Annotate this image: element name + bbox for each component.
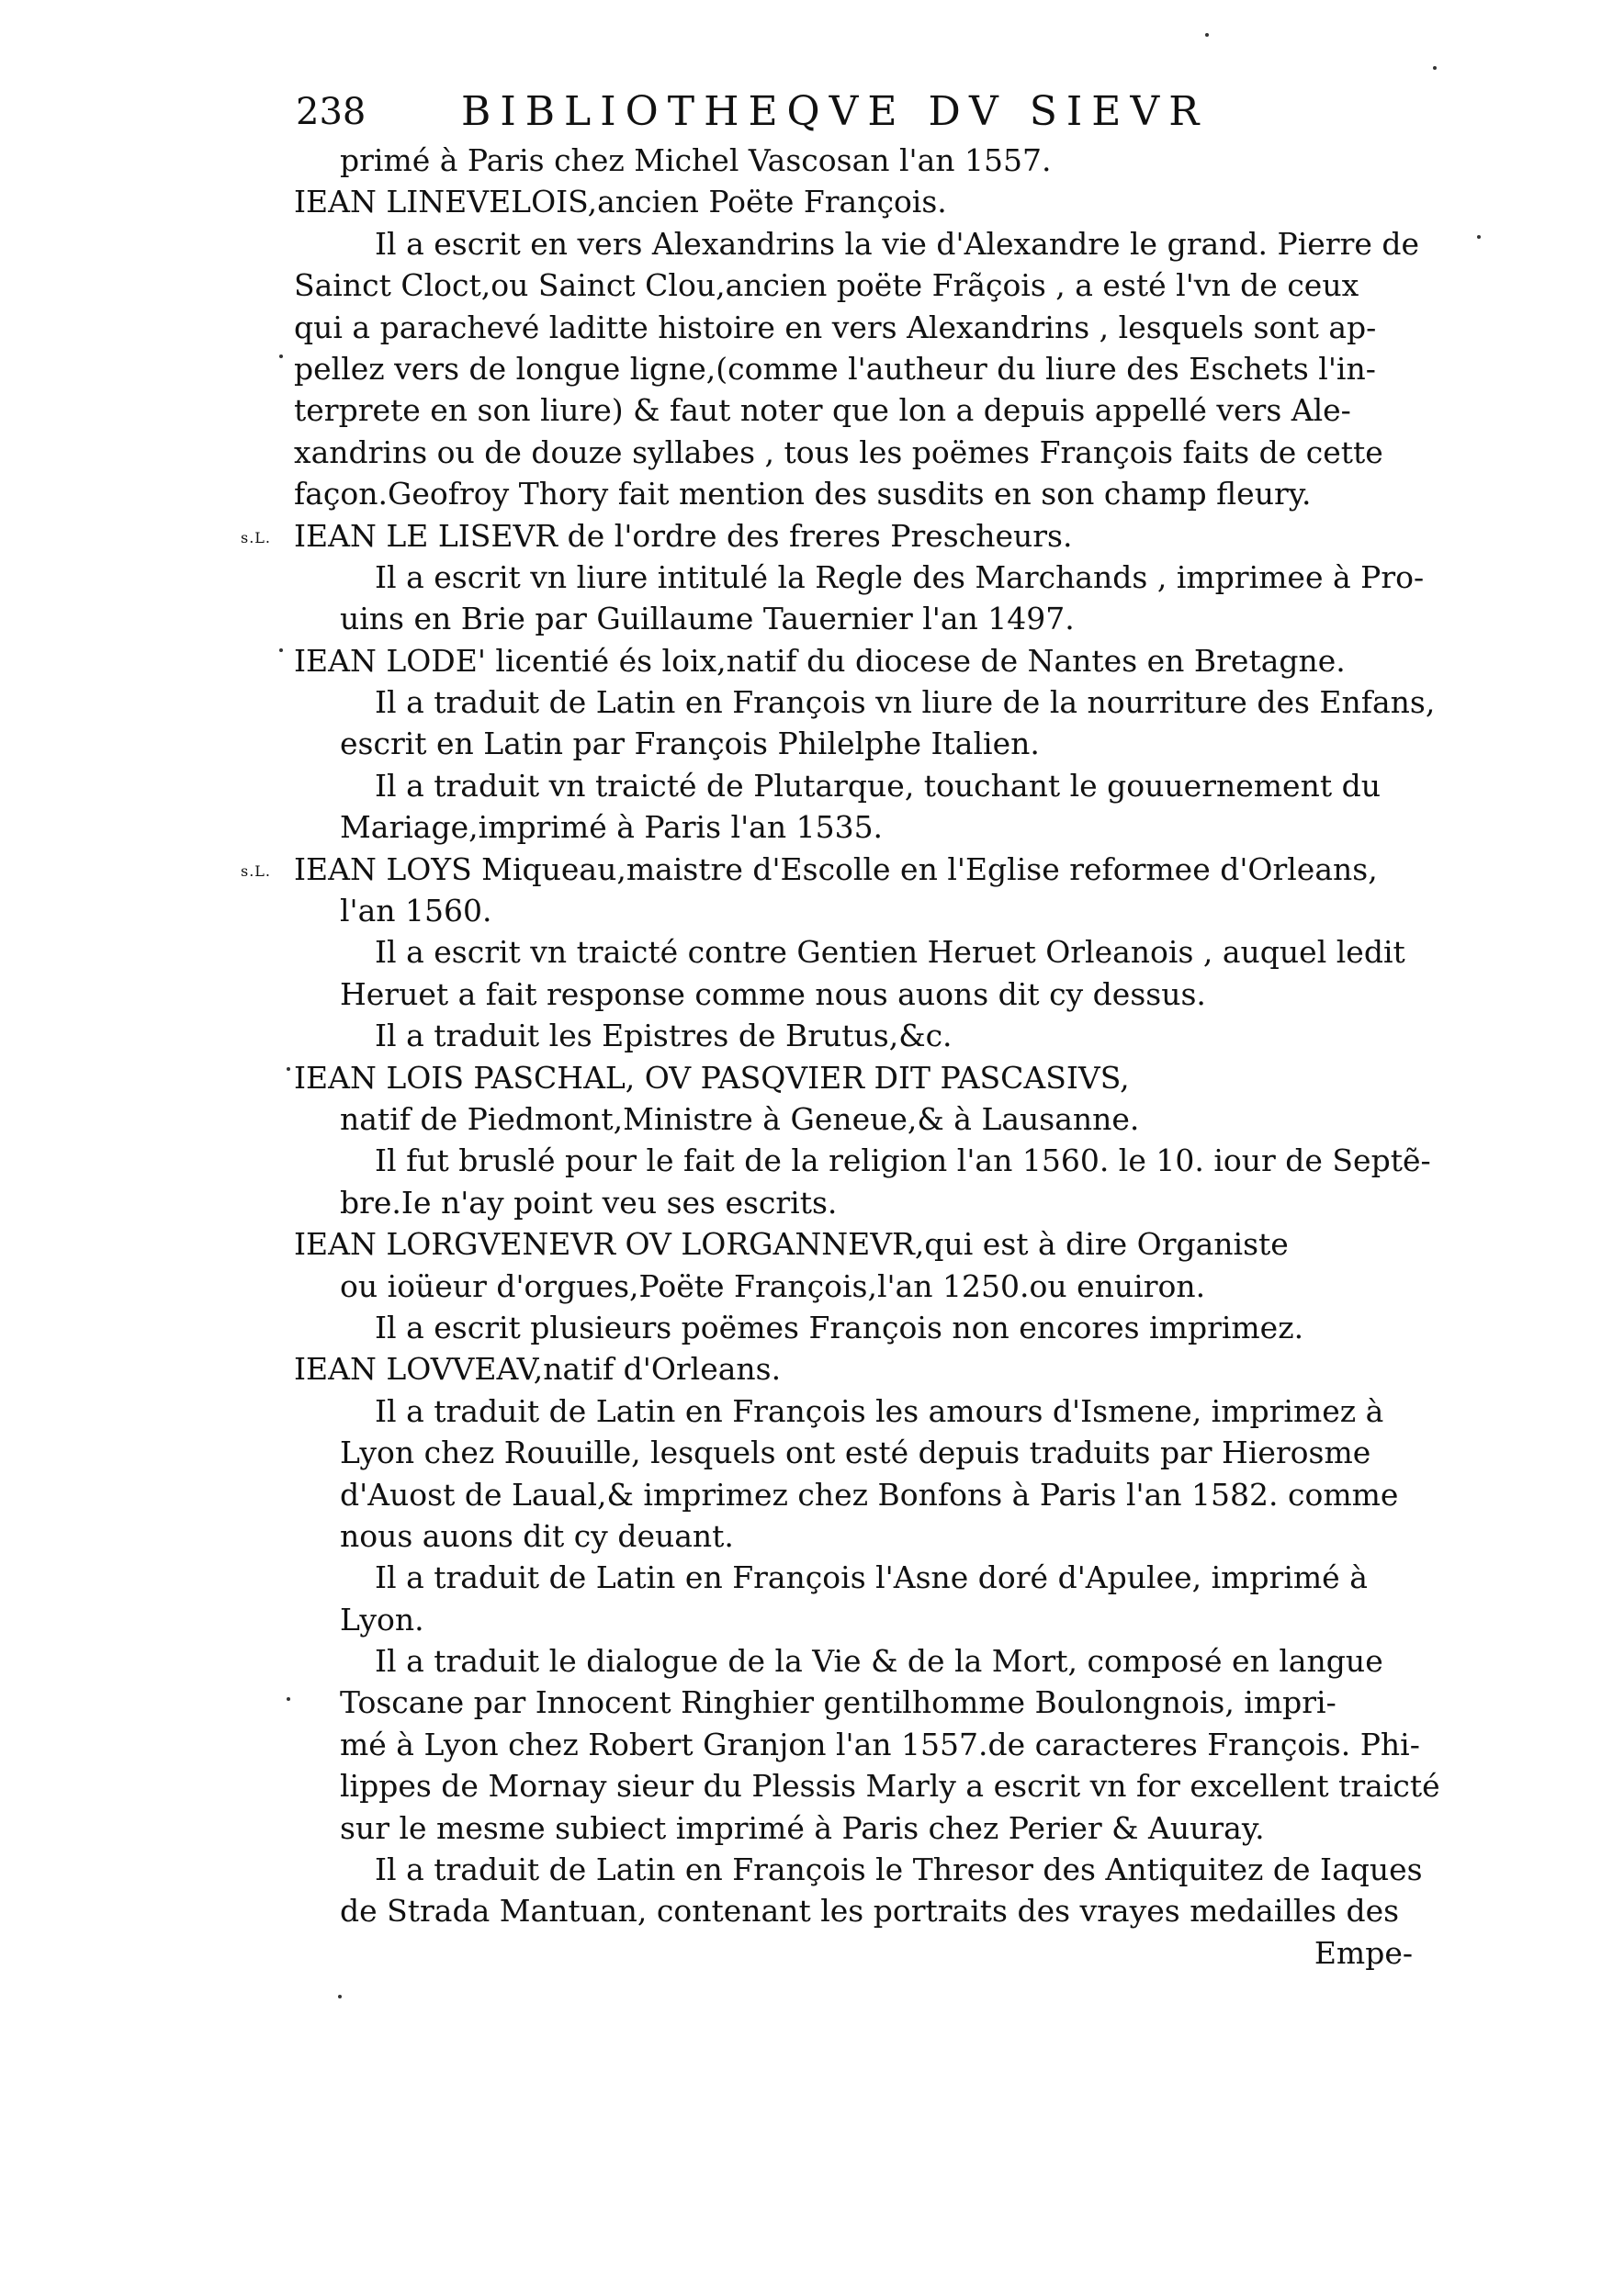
text-line: de Strada Mantuan, contenant les portraits des vrayes medailles des <box>340 1893 1400 1930</box>
text-line: Il a escrit vn traicté contre Gentien Heruet Orleanois , auquel ledit <box>375 934 1405 971</box>
text-line: Il a traduit de Latin en François vn liure de la nourriture des Enfans, <box>375 684 1436 721</box>
margin-note: s.L. <box>241 528 272 546</box>
text-line: Lyon chez Rouuille, lesquels ont esté depuis traduits par Hierosme <box>340 1435 1371 1471</box>
text-line: Sainct Cloct,ou Sainct Clou,ancien poëte Frãçois , a esté l'vn de ceux <box>294 267 1359 304</box>
catchword: Empe- <box>1314 1934 1413 1971</box>
catchword-row <box>294 1932 1442 1974</box>
text-line: Il a escrit vn liure intitulé la Regle des Marchands , imprimee à Pro- <box>375 558 1425 595</box>
text-line: bre.Ie n'ay point veu ses escrits. <box>340 1184 838 1221</box>
text-line: façon.Geofroy Thory fait mention des susdits en son champ fleury. <box>294 476 1312 512</box>
entry-heading: IEAN LE LISEVR de l'ordre des freres Prescheurs. <box>294 517 1073 554</box>
ink-speck <box>279 355 283 358</box>
text-line: Il a traduit le dialogue de la Vie & de la Mort, composé en langue <box>375 1643 1383 1680</box>
ink-speck <box>1477 235 1481 239</box>
ink-speck <box>287 1067 290 1071</box>
text-line: qui a parachevé laditte histoire en vers Alexandrins , lesquels sont ap- <box>294 309 1377 345</box>
entry-heading: IEAN LOIS PASCHAL, OV PASQVIER DIT PASCASIVS, <box>294 1059 1130 1096</box>
text-line: Il a escrit en vers Alexandrins la vie d'Alexandre le grand. Pierre de <box>375 225 1420 262</box>
text-line: Toscane par Innocent Ringhier gentilhomme Boulongnois, impri- <box>340 1684 1336 1721</box>
text-line: Il a traduit de Latin en François le Thresor des Antiquitez de Iaques <box>375 1851 1423 1888</box>
entry-heading: IEAN LINEVELOIS,ancien Poëte François. <box>294 184 947 220</box>
entry-heading: IEAN LOVVEAV,natif d'Orleans. <box>294 1351 782 1388</box>
body-text <box>241 140 1442 1974</box>
margin-note: s.L. <box>241 861 272 880</box>
text-line: ou ioüeur d'orgues,Poëte François,l'an 1250.ou enuiron. <box>340 1267 1206 1304</box>
text-line: xandrins ou de douze syllabes , tous les poëmes François faits de cette <box>294 433 1383 470</box>
entry-heading-row <box>241 849 1442 890</box>
text-line: Il a escrit plusieurs poëmes François non encores imprimez. <box>375 1309 1304 1345</box>
text-line: d'Auost de Laual,& imprimez chez Bonfons à Paris l'an 1582. comme <box>340 1476 1399 1513</box>
ink-speck <box>287 1697 290 1701</box>
text-line: Heruet a fait response comme nous auons dit cy dessus. <box>340 975 1206 1012</box>
text-line: nous auons dit cy deuant. <box>340 1517 734 1554</box>
ink-speck <box>1433 66 1437 70</box>
ink-speck <box>279 648 283 652</box>
ink-speck <box>338 1995 342 1998</box>
text-line: Il a traduit vn traicté de Plutarque, touchant le gouuernement du <box>375 767 1381 804</box>
text-line: Mariage,imprimé à Paris l'an 1535. <box>340 809 884 846</box>
text-line: primé à Paris chez Michel Vascosan l'an 1557. <box>340 142 1052 178</box>
entry-heading-row <box>241 515 1442 557</box>
entry-heading: IEAN LOYS Miqueau,maistre d'Escolle en l'Eglise reformee d'Orleans, <box>294 850 1378 887</box>
text-line: lippes de Mornay sieur du Plessis Marly a escrit vn for excellent traicté <box>340 1768 1440 1805</box>
entry-heading: IEAN LODE' licentié és loix,natif du diocese de Nantes en Bretagne. <box>294 642 1346 679</box>
ink-speck <box>1205 33 1209 37</box>
page-number: 238 <box>296 91 367 133</box>
text-line: escrit en Latin par François Philelphe Italien. <box>340 726 1040 762</box>
text-line: natif de Piedmont,Ministre à Geneue,& à Lausanne. <box>340 1100 1140 1137</box>
text-line: Il fut bruslé pour le fait de la religion l'an 1560. le 10. iour de Septẽ- <box>375 1142 1431 1179</box>
text-line: pellez vers de longue ligne,(comme l'autheur du liure des Eschets l'in- <box>294 350 1376 387</box>
text-line: Il a traduit les Epistres de Brutus,&c. <box>375 1018 953 1054</box>
text-line: Il a traduit de Latin en François l'Asne doré d'Apulee, imprimé à <box>375 1559 1368 1596</box>
text-line: Lyon. <box>340 1601 424 1638</box>
text-line: sur le mesme subiect imprimé à Paris chez Perier & Auuray. <box>340 1809 1265 1846</box>
page-header <box>296 84 1269 140</box>
text-line: Il a traduit de Latin en François les amours d'Ismene, imprimez à <box>375 1392 1384 1429</box>
text-line: uins en Brie par Guillaume Tauernier l'an 1497. <box>340 601 1075 637</box>
text-line: l'an 1560. <box>340 893 492 929</box>
running-title: BIBLIOTHEQVE DV SIEVR <box>461 88 1209 135</box>
text-line: mé à Lyon chez Robert Granjon l'an 1557.de caracteres François. Phi- <box>340 1726 1420 1762</box>
entry-heading: IEAN LORGVENEVR OV LORGANNEVR,qui est à dire Organiste <box>294 1226 1289 1263</box>
text-line: terprete en son liure) & faut noter que lon a depuis appellé vers Ale- <box>294 392 1351 429</box>
